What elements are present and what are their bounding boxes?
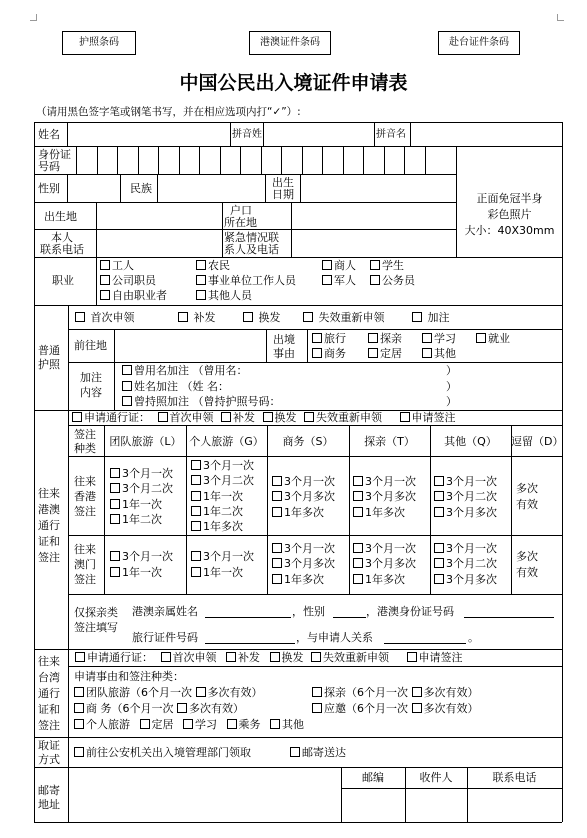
tw-section-label: 台湾 <box>38 671 60 684</box>
hk-q-option[interactable]: 3个月多次 <box>434 506 497 519</box>
mo-d-label-line1: 多次 <box>516 550 538 563</box>
travel-doc-label: 旅行证件号码 <box>132 631 198 644</box>
occupation-option[interactable]: 商人 <box>322 259 356 272</box>
checkbox[interactable] <box>311 652 321 662</box>
checkbox[interactable] <box>263 412 273 422</box>
table-rule <box>222 202 223 257</box>
checkbox[interactable] <box>303 312 313 322</box>
occupation-option[interactable]: 农民 <box>196 259 230 272</box>
destination-field[interactable] <box>115 330 265 361</box>
tw-option-row: 商 务（6个月一次 多次有效） <box>74 702 244 715</box>
photo-size-label: 大小：40X30mm <box>464 224 555 237</box>
exit-purpose-label-line1: 出境 <box>273 333 295 346</box>
mo-g-option[interactable]: 3个月一次 <box>191 550 254 563</box>
hk-q-option[interactable]: 3个月一次 <box>434 475 497 488</box>
occupation-option[interactable]: 工人 <box>100 259 134 272</box>
id-number-label-line2: 号码 <box>38 160 60 173</box>
mo-t-option[interactable]: 3个月多次 <box>353 557 416 570</box>
checkbox[interactable] <box>400 412 410 422</box>
relative-name-field[interactable] <box>205 617 291 618</box>
occupation-option[interactable]: 军人 <box>322 274 356 287</box>
checkbox[interactable] <box>196 290 206 300</box>
tw-option-row: 探亲（6个月一次 多次有效） <box>312 686 479 699</box>
mo-endorse-label-line2: 澳门 <box>74 558 96 571</box>
exit-purpose-option[interactable]: 就业 <box>476 332 510 345</box>
occupation-option[interactable]: 其他人员 <box>196 289 252 302</box>
hk-s-option[interactable]: 1年多次 <box>272 506 324 519</box>
postcode-field[interactable] <box>342 789 404 821</box>
mo-endorse-label-line1: 往来 <box>74 543 96 556</box>
tw-option-row: 团队旅游（6个月一次 多次有效） <box>74 686 263 699</box>
hukou-label-line1: 户口 <box>230 204 252 217</box>
checkbox[interactable] <box>353 558 363 568</box>
checkbox[interactable] <box>122 396 132 406</box>
table-rule <box>68 305 69 410</box>
hkmo-section-label: 证和 <box>38 535 60 548</box>
exit-purpose-option[interactable]: 探亲 <box>368 332 402 345</box>
checkbox[interactable] <box>270 719 280 729</box>
checkbox[interactable] <box>75 652 85 662</box>
table-border <box>562 122 563 822</box>
relative-id-label: ，港澳身份证号码 <box>366 605 454 618</box>
checkbox[interactable] <box>476 333 486 343</box>
recipient-label: 收件人 <box>419 771 453 784</box>
hk-l-option[interactable]: 3个月一次 <box>110 467 173 480</box>
table-border <box>34 822 562 823</box>
passport-apply-option[interactable]: 加注 <box>412 311 450 324</box>
mo-l-option[interactable]: 1年一次 <box>110 566 162 579</box>
photo-label-line1: 正面免冠半身 <box>476 192 543 205</box>
table-rule <box>34 737 562 738</box>
occupation-option[interactable]: 学生 <box>370 259 404 272</box>
emergency-contact-label-line1: 紧急情况联 <box>224 231 279 244</box>
table-rule <box>186 425 187 594</box>
checkbox[interactable] <box>353 574 363 584</box>
mo-d-label-line2: 有效 <box>516 566 538 579</box>
checkbox[interactable] <box>422 333 432 343</box>
id-number-label-line1: 身份证 <box>38 148 71 161</box>
table-rule <box>230 122 231 146</box>
mo-s-option[interactable]: 1年多次 <box>272 573 324 586</box>
hkmo-barcode-box: 港澳证件条码 <box>249 31 331 55</box>
table-rule <box>267 425 268 594</box>
table-rule <box>34 305 562 306</box>
tw-reason-title: 申请事由和签注种类： <box>74 670 184 683</box>
hukou-label-line2: 所在地 <box>224 216 257 229</box>
birthplace-field[interactable] <box>97 203 221 228</box>
mo-l-option[interactable]: 3个月一次 <box>110 550 173 563</box>
checkbox[interactable] <box>110 567 120 577</box>
photo-label-line2: 彩色照片 <box>487 208 532 221</box>
checkbox[interactable] <box>122 365 132 375</box>
relative-gender-label: ，性别 <box>292 605 325 618</box>
endorse-type-label-line1: 签注 <box>74 428 96 441</box>
endorsement-option[interactable]: 姓名加注 （姓 名： <box>122 380 229 393</box>
checkbox[interactable] <box>75 312 85 322</box>
mo-s-option[interactable]: 3个月一次 <box>272 542 335 555</box>
table-rule <box>68 425 562 426</box>
hk-endorse-label-line1: 往来 <box>74 475 96 488</box>
corner-mark-top-right <box>557 14 564 21</box>
hk-d-label-line1: 多次 <box>516 482 538 495</box>
checkbox[interactable] <box>100 275 110 285</box>
checkbox[interactable] <box>177 703 187 713</box>
close-paren: ） <box>446 395 457 408</box>
hk-g-option[interactable]: 3个月一次 <box>191 459 254 472</box>
hkmo-section-label: 往来 <box>38 487 60 500</box>
contact-phone-label: 联系电话 <box>492 771 537 784</box>
checkbox[interactable] <box>110 551 120 561</box>
checkbox[interactable] <box>434 476 444 486</box>
pinyin-surname-field[interactable] <box>264 123 373 145</box>
checkbox[interactable] <box>434 558 444 568</box>
checkbox[interactable] <box>191 475 201 485</box>
table-rule <box>34 257 562 258</box>
table-rule <box>349 425 350 594</box>
table-rule <box>68 666 562 667</box>
passport-section-label-line2: 护照 <box>38 358 60 371</box>
checkbox[interactable] <box>110 499 120 509</box>
form-title: 中国公民出入境证件申请表 <box>179 72 408 94</box>
phone-label-line1: 本人 <box>51 231 73 244</box>
checkbox[interactable] <box>74 719 84 729</box>
relative-gender-field[interactable] <box>333 617 366 618</box>
hk-g-option[interactable]: 1年多次 <box>191 520 243 533</box>
column-header: 其他（Q） <box>444 435 497 448</box>
checkbox[interactable] <box>272 543 282 553</box>
ethnicity-label: 民族 <box>130 182 152 195</box>
tw-barcode-box: 赴台证件条码 <box>438 31 520 55</box>
table-rule <box>307 329 308 362</box>
hk-endorse-label-line2: 香港 <box>74 490 96 503</box>
checkbox[interactable] <box>227 719 237 729</box>
checkbox[interactable] <box>74 687 84 697</box>
column-header: 探亲（T） <box>364 435 415 448</box>
relative-name-label: 港澳亲属姓名 <box>132 605 198 618</box>
checkbox[interactable] <box>110 468 120 478</box>
checkbox[interactable] <box>74 747 84 757</box>
table-rule <box>104 425 105 594</box>
table-border <box>34 122 35 822</box>
gender-label: 性别 <box>38 182 60 195</box>
checkbox[interactable] <box>196 687 206 697</box>
checkbox[interactable] <box>434 574 444 584</box>
checkbox[interactable] <box>74 703 84 713</box>
column-header: 逗留（D） <box>511 435 564 448</box>
table-rule <box>265 174 266 202</box>
table-rule <box>430 425 431 594</box>
relation-label: ，与申请人关系 <box>296 631 373 644</box>
occupation-option[interactable]: 事业单位工作人员 <box>196 274 296 287</box>
pickup-option[interactable]: 前往公安机关出入境管理部门领取 <box>74 746 251 759</box>
checkbox[interactable] <box>434 543 444 553</box>
mo-endorse-label-line3: 签注 <box>74 573 96 586</box>
hk-endorse-label-line3: 签注 <box>74 505 96 518</box>
hkmo-section-label: 通行 <box>38 519 60 532</box>
endorsement-option[interactable]: 曾持照加注 （曾持护照号码： <box>122 395 281 408</box>
hk-l-option[interactable]: 1年一次 <box>110 498 162 511</box>
endorsement-label-line1: 加注 <box>80 371 102 384</box>
table-rule <box>68 410 69 649</box>
checkbox[interactable] <box>434 507 444 517</box>
tw-section-label: 通行 <box>38 687 60 700</box>
pickup-label-line2: 方式 <box>38 753 60 766</box>
checkbox[interactable] <box>191 506 201 516</box>
endorsement-label-line2: 内容 <box>80 386 102 399</box>
table-rule <box>68 535 562 536</box>
checkbox[interactable] <box>272 476 282 486</box>
mail-label-line2: 地址 <box>38 798 60 811</box>
hk-d-label-line2: 有效 <box>516 498 538 511</box>
passport-apply-option[interactable]: 换发 <box>243 311 281 324</box>
table-rule <box>266 329 267 362</box>
table-rule <box>511 425 512 594</box>
tw-section-label: 往来 <box>38 655 60 668</box>
relation-period: 。 <box>468 631 479 644</box>
travel-doc-field[interactable] <box>205 643 295 644</box>
id-number-field[interactable] <box>77 147 455 173</box>
hk-q-option[interactable]: 3个月二次 <box>434 490 497 503</box>
tw-application-row: 申请通行证： 首次申领 补发 换发 失效重新申领 申请签注 <box>75 651 463 664</box>
checkbox[interactable] <box>412 687 422 697</box>
close-paren: ） <box>446 364 457 377</box>
exit-purpose-label-line2: 事由 <box>273 347 295 360</box>
phone-field[interactable] <box>97 230 221 256</box>
table-rule <box>34 649 562 650</box>
checkbox[interactable] <box>272 558 282 568</box>
mo-s-option[interactable]: 3个月多次 <box>272 557 335 570</box>
checkbox[interactable] <box>412 703 422 713</box>
hk-g-option[interactable]: 3个月二次 <box>191 474 254 487</box>
mail-label-line1: 邮寄 <box>38 784 60 797</box>
checkbox[interactable] <box>110 514 120 524</box>
passport-apply-option[interactable]: 首次申领 <box>75 311 135 324</box>
checkbox[interactable] <box>100 290 110 300</box>
checkbox[interactable] <box>368 333 378 343</box>
emergency-contact-field[interactable] <box>292 230 455 256</box>
checkbox[interactable] <box>196 275 206 285</box>
table-rule <box>374 122 375 146</box>
checkbox[interactable] <box>370 275 380 285</box>
checkbox[interactable] <box>322 275 332 285</box>
table-rule <box>120 174 121 202</box>
checkbox[interactable] <box>312 687 322 697</box>
contact-phone-field[interactable] <box>468 789 561 821</box>
pickup-option[interactable]: 邮寄送达 <box>290 746 346 759</box>
recipient-field[interactable] <box>406 789 466 821</box>
birth-date-label-line1: 出生 <box>272 176 294 189</box>
destination-label: 前往地 <box>74 339 107 352</box>
hk-g-option[interactable]: 1年一次 <box>191 490 243 503</box>
checkbox[interactable] <box>243 312 253 322</box>
gender-field[interactable] <box>68 175 119 201</box>
checkbox[interactable] <box>161 652 171 662</box>
tw-option-row: 个人旅游 定居 学习 乘务 其他 <box>74 718 304 731</box>
tw-section-label: 签注 <box>38 719 60 732</box>
checkbox[interactable] <box>272 491 282 501</box>
corner-mark-top-left <box>30 14 37 21</box>
exit-purpose-option[interactable]: 学习 <box>422 332 456 345</box>
exit-purpose-option[interactable]: 旅行 <box>312 332 346 345</box>
passport-barcode-box: 护照条码 <box>62 31 136 55</box>
relative-section-label-line1: 仅探亲类 <box>74 606 118 619</box>
mo-g-option[interactable]: 1年一次 <box>191 566 243 579</box>
checkbox[interactable] <box>178 312 188 322</box>
occupation-option[interactable]: 自由职业者 <box>100 289 167 302</box>
hk-t-option[interactable]: 1年多次 <box>353 506 405 519</box>
postcode-label: 邮编 <box>362 771 384 784</box>
hk-t-option[interactable]: 3个月一次 <box>353 475 416 488</box>
checkbox[interactable] <box>353 491 363 501</box>
mail-address-field[interactable] <box>69 768 340 821</box>
table-rule <box>114 362 115 410</box>
pinyin-given-field[interactable] <box>411 123 561 145</box>
tw-option-row: 应邀（6个月一次 多次有效） <box>312 702 479 715</box>
relation-field[interactable] <box>384 643 466 644</box>
table-rule <box>456 146 457 257</box>
mo-t-option[interactable]: 1年多次 <box>353 573 405 586</box>
checkbox[interactable] <box>304 412 314 422</box>
close-paren: ） <box>446 380 457 393</box>
checkbox[interactable] <box>290 747 300 757</box>
phone-label-line2: 联系电话 <box>40 243 84 256</box>
hkmo-section-label: 港澳 <box>38 503 60 516</box>
mo-q-option[interactable]: 3个月二次 <box>434 557 497 570</box>
mo-q-option[interactable]: 3个月多次 <box>434 573 497 586</box>
emergency-contact-label-line2: 系人及电话 <box>224 243 279 256</box>
checkbox[interactable] <box>191 567 201 577</box>
checkbox[interactable] <box>412 312 422 322</box>
checkbox[interactable] <box>72 412 82 422</box>
exit-purpose-option[interactable]: 其他 <box>422 347 456 360</box>
endorse-type-label-line2: 种类 <box>74 442 96 455</box>
checkbox[interactable] <box>312 348 322 358</box>
checkbox[interactable] <box>158 412 168 422</box>
table-rule <box>68 362 562 363</box>
checkbox[interactable] <box>191 491 201 501</box>
hkmo-section-label: 签注 <box>38 551 60 564</box>
occupation-label: 职业 <box>52 274 74 287</box>
checkbox[interactable] <box>191 460 201 470</box>
birth-date-label-line2: 日期 <box>272 188 294 201</box>
column-header: 商务（S） <box>282 435 334 448</box>
occupation-option[interactable]: 公司职员 <box>100 274 156 287</box>
checkbox[interactable] <box>272 574 282 584</box>
ethnicity-field[interactable] <box>158 175 264 201</box>
hukou-field[interactable] <box>292 203 455 228</box>
checkbox[interactable] <box>226 652 236 662</box>
hk-t-option[interactable]: 3个月多次 <box>353 490 416 503</box>
checkbox[interactable] <box>270 652 280 662</box>
exit-purpose-option[interactable]: 商务 <box>312 347 346 360</box>
hk-l-option[interactable]: 1年二次 <box>110 513 162 526</box>
checkbox[interactable] <box>322 260 332 270</box>
column-header: 团队旅游（L） <box>109 435 182 448</box>
checkbox[interactable] <box>191 521 201 531</box>
checkbox[interactable] <box>370 260 380 270</box>
checkbox[interactable] <box>353 543 363 553</box>
name-label: 姓名 <box>38 128 60 141</box>
birth-date-field[interactable] <box>301 175 455 201</box>
mo-q-option[interactable]: 3个月一次 <box>434 542 497 555</box>
checkbox[interactable] <box>100 260 110 270</box>
pinyin-surname-label: 拼音姓 <box>232 129 262 140</box>
checkbox[interactable] <box>183 719 193 729</box>
checkbox[interactable] <box>110 483 120 493</box>
checkbox[interactable] <box>140 719 150 729</box>
checkbox[interactable] <box>353 476 363 486</box>
exit-purpose-option[interactable]: 定居 <box>368 347 402 360</box>
birthplace-label: 出生地 <box>44 210 77 223</box>
relative-id-field[interactable] <box>464 617 554 618</box>
checkbox[interactable] <box>422 348 432 358</box>
mo-t-option[interactable]: 3个月一次 <box>353 542 416 555</box>
passport-section-label-line1: 普通 <box>38 344 60 357</box>
checkbox[interactable] <box>122 381 132 391</box>
checkbox[interactable] <box>191 551 201 561</box>
table-rule <box>68 594 562 595</box>
hk-g-option[interactable]: 1年二次 <box>191 505 243 518</box>
table-rule <box>96 257 97 305</box>
column-header: 个人旅游（G） <box>189 435 264 448</box>
table-rule <box>68 456 562 457</box>
checkbox[interactable] <box>353 507 363 517</box>
passport-apply-option[interactable]: 补发 <box>178 311 216 324</box>
endorsement-option[interactable]: 曾用名加注 （曾用名： <box>122 364 248 377</box>
hkmo-application-row: 申请通行证： 首次申领 补发 换发 失效重新申领 申请签注 <box>72 411 456 424</box>
occupation-option[interactable]: 公务员 <box>370 274 415 287</box>
checkbox[interactable] <box>434 491 444 501</box>
hk-s-option[interactable]: 3个月多次 <box>272 490 335 503</box>
hk-l-option[interactable]: 3个月二次 <box>110 482 173 495</box>
passport-apply-option[interactable]: 失效重新申领 <box>303 311 385 324</box>
pickup-label-line1: 取证 <box>38 739 60 752</box>
checkbox[interactable] <box>221 412 231 422</box>
pinyin-given-label: 拼音名 <box>376 129 406 140</box>
checkbox[interactable] <box>312 703 322 713</box>
checkbox[interactable] <box>196 260 206 270</box>
relative-section-label-line2: 签注填写 <box>74 621 118 634</box>
name-field[interactable] <box>68 123 229 145</box>
hk-s-option[interactable]: 3个月一次 <box>272 475 335 488</box>
instruction-note: （请用黑色签字笔或钢笔书写，并在相应选项内打“✓”）: <box>36 106 301 118</box>
tw-section-label: 证和 <box>38 703 60 716</box>
checkbox[interactable] <box>312 333 322 343</box>
checkbox[interactable] <box>407 652 417 662</box>
checkbox[interactable] <box>272 507 282 517</box>
checkbox[interactable] <box>368 348 378 358</box>
